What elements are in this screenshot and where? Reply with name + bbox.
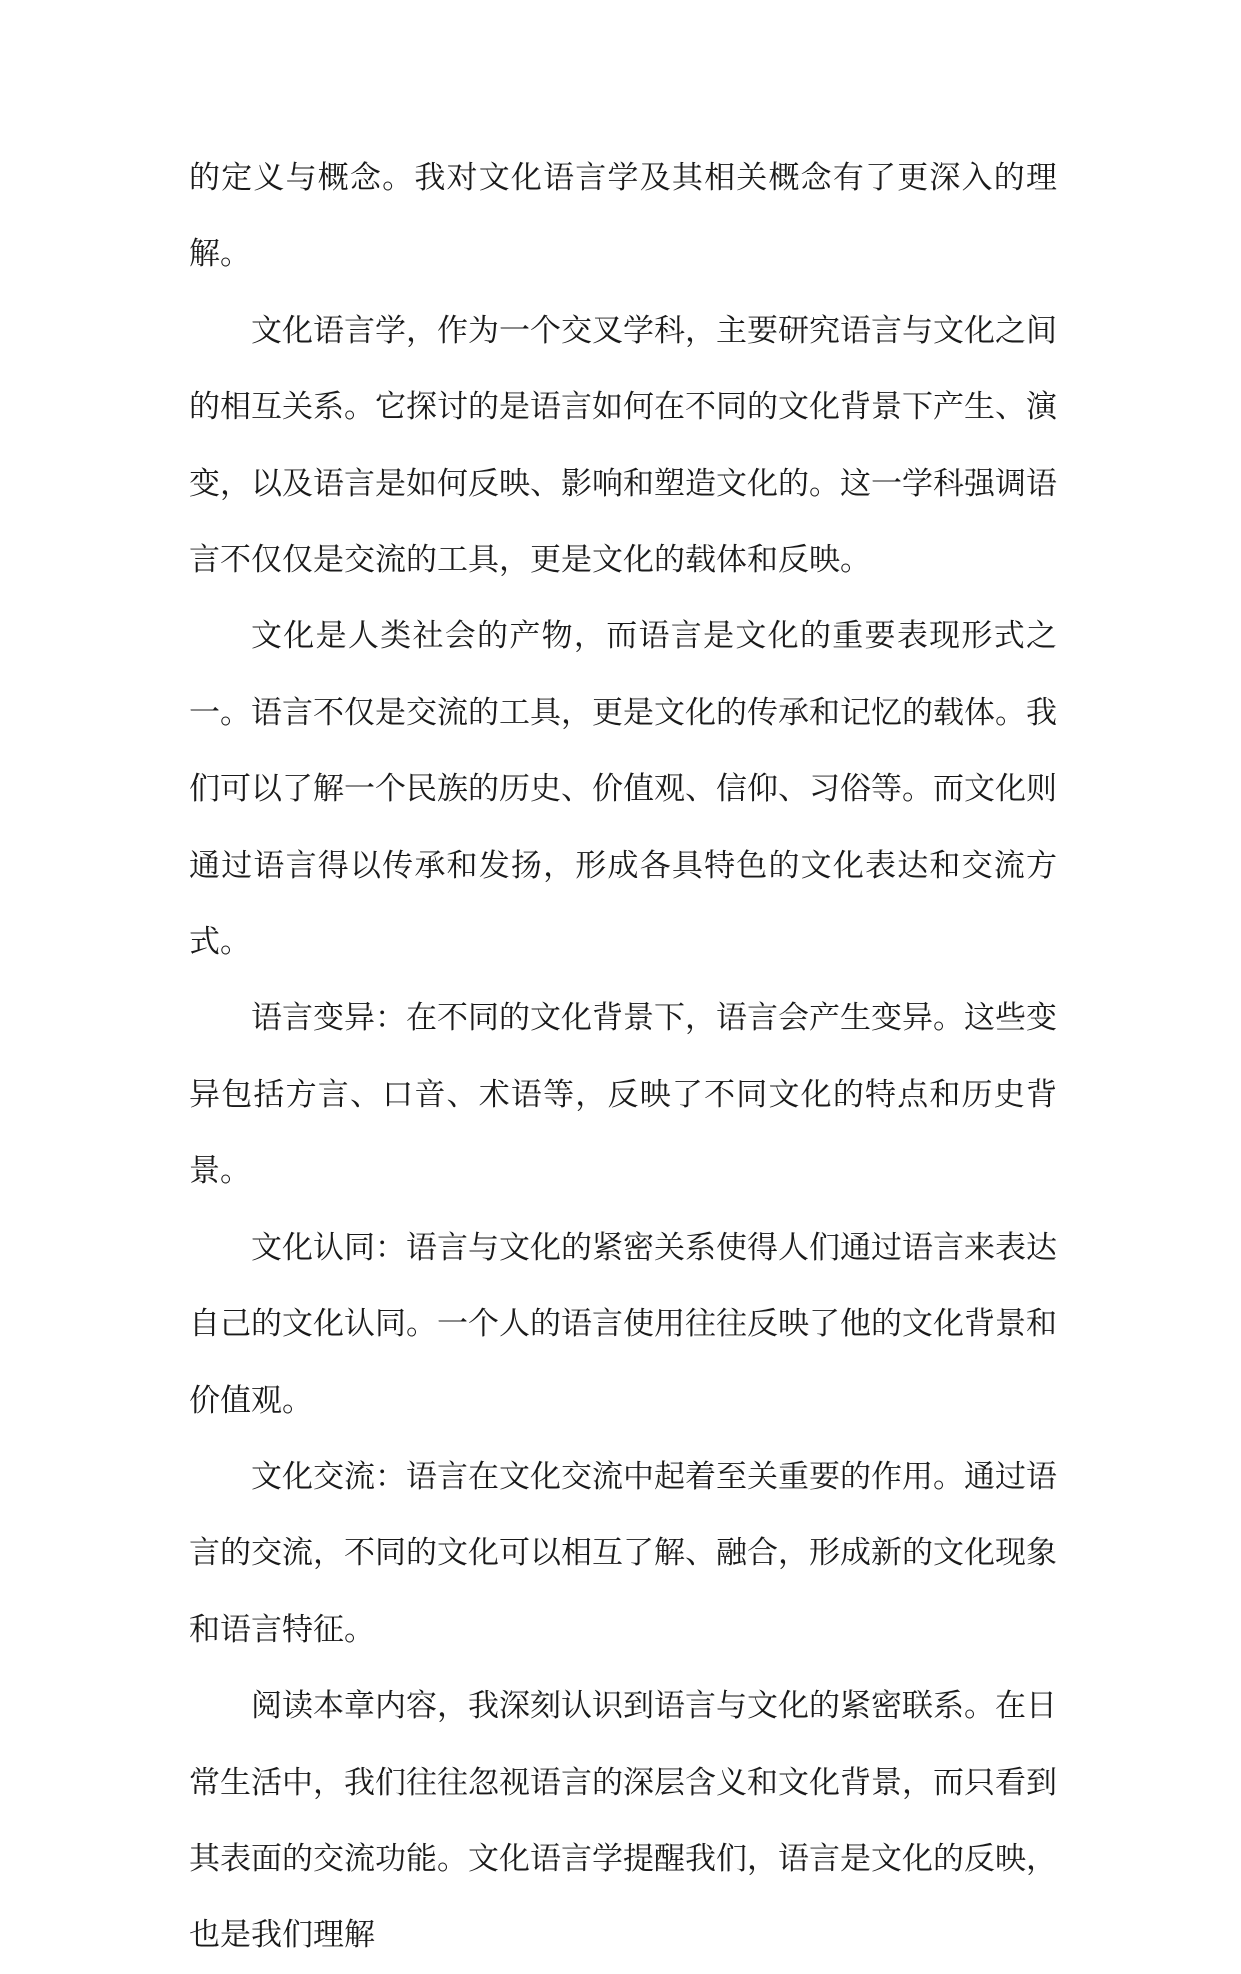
paragraph-cultural-identity: 文化认同：语言与文化的紧密关系使得人们通过语言来表达自己的文化认同。一个人的语言使用往往反映了他的文化背景和价值观。: [189, 1229, 1057, 1419]
document-body: [189, 140, 1057, 1974]
paragraph-definition: 文化语言学，作为一个交叉学科，主要研究语言与文化之间的相互关系。它探讨的是语言如何在不同的文化背景下产生、演变，以及语言是如何反映、影响和塑造文化的。这一学科强调语言不仅仅是交流的工具，更是文化的载体和反映。: [189, 312, 1057, 579]
paragraph-reflection: 阅读本章内容，我深刻认识到语言与文化的紧密联系。在日常生活中，我们往往忽视语言的深层含义和文化背景，而只看到其表面的交流功能。文化语言学提醒我们，语言是文化的反映，也是我们理解: [189, 1688, 1057, 1954]
paragraph-language-variation: 语言变异：在不同的文化背景下，语言会产生变异。这些变异包括方言、口音、术语等，反映了不同文化的特点和历史背景。: [189, 1000, 1057, 1190]
paragraph-culture-language: 文化是人类社会的产物，而语言是文化的重要表现形式之一。语言不仅是交流的工具，更是文化的传承和记忆的载体。我们可以了解一个民族的历史、价值观、信仰、习俗等。而文化则通过语言得以传承和发扬，形成各具特色的文化表达和交流方式。: [189, 618, 1057, 961]
paragraph-continuation: 的定义与概念。我对文化语言学及其相关概念有了更深入的理解。: [189, 160, 1057, 273]
paragraph-cultural-exchange: 文化交流：语言在文化交流中起着至关重要的作用。通过语言的交流，不同的文化可以相互了解、融合，形成新的文化现象和语言特征。: [189, 1458, 1057, 1648]
